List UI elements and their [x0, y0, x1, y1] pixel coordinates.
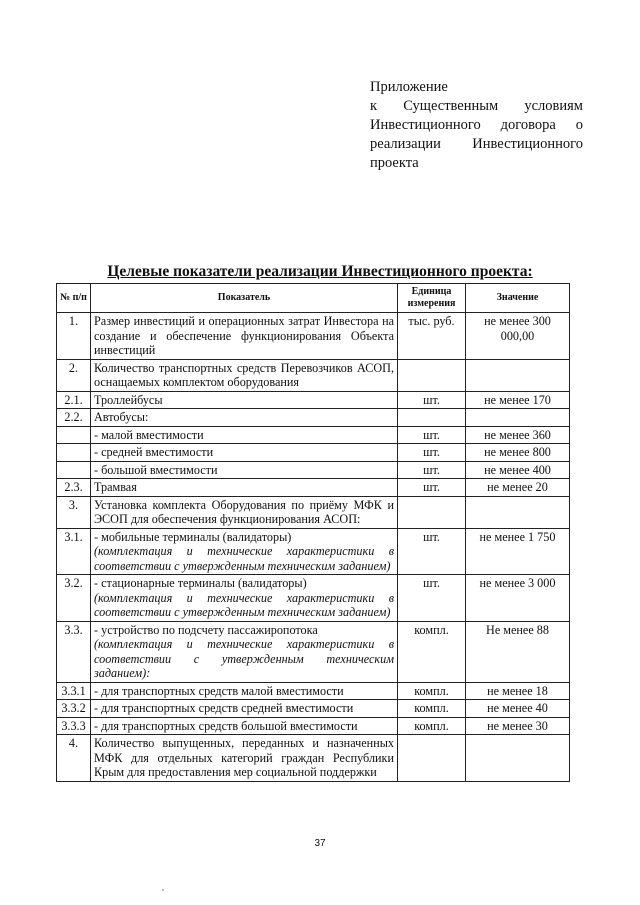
table-row [57, 409, 570, 427]
row-unit: компл. [398, 621, 466, 682]
table-row [57, 426, 570, 444]
table-row [57, 575, 570, 622]
row-indicator: Размер инвестиций и операционных затрат Инвестора на создание и обеспечение функционирования Объекта инвестиций [91, 313, 398, 360]
row-value: не менее 40 [466, 700, 570, 718]
row-num: 2.2. [57, 409, 91, 427]
row-num: 3.1. [57, 528, 91, 575]
table-row [57, 444, 570, 462]
row-unit: шт. [398, 461, 466, 479]
row-num [57, 461, 91, 479]
row-num: 4. [57, 735, 91, 782]
row-value: Не менее 88 [466, 621, 570, 682]
row-unit: компл. [398, 717, 466, 735]
row-note: (комплектация и технические характеристики в соответствии с утвержденным техническим заданием) [94, 590, 394, 619]
row-value [466, 409, 570, 427]
row-indicator: - устройство по подсчету пассажиропотока [94, 622, 318, 637]
table-row [57, 313, 570, 360]
table-row [57, 700, 570, 718]
table-row [57, 717, 570, 735]
row-value: не менее 30 [466, 717, 570, 735]
table-row [57, 682, 570, 700]
annex-line: Приложение [370, 79, 448, 95]
row-num: 3.2. [57, 575, 91, 622]
row-value: не менее 3 000 [466, 575, 570, 622]
scan-speck [162, 889, 164, 891]
row-indicator: - средней вместимости [91, 444, 398, 462]
row-unit: шт. [398, 444, 466, 462]
page-number: 37 [314, 838, 326, 849]
row-num: 3. [57, 496, 91, 528]
row-unit: шт. [398, 391, 466, 409]
row-value [466, 359, 570, 391]
row-unit [398, 409, 466, 427]
row-num [57, 426, 91, 444]
annex-line: к Существенным условиям [370, 98, 583, 114]
header-num: № п/п [57, 284, 91, 313]
row-unit [398, 735, 466, 782]
annex-line: Инвестиционного договора о [370, 117, 583, 133]
row-indicator: Автобусы: [91, 409, 398, 427]
row-indicator: - малой вместимости [91, 426, 398, 444]
row-value: не менее 400 [466, 461, 570, 479]
row-indicator: - для транспортных средств средней вместимости [91, 700, 398, 718]
row-unit: компл. [398, 682, 466, 700]
row-unit: тыс. руб. [398, 313, 466, 360]
header-indicator: Показатель [91, 284, 398, 313]
row-value [466, 496, 570, 528]
row-indicator: - для транспортных средств большой вместимости [91, 717, 398, 735]
row-indicator: Троллейбусы [91, 391, 398, 409]
row-unit [398, 359, 466, 391]
row-unit: шт. [398, 528, 466, 575]
row-unit [398, 496, 466, 528]
row-value: не менее 300 000,00 [466, 313, 570, 360]
row-indicator: - для транспортных средств малой вместимости [91, 682, 398, 700]
row-num: 3.3. [57, 621, 91, 682]
row-indicator-cell [91, 621, 398, 682]
table-row [57, 359, 570, 391]
row-unit: компл. [398, 700, 466, 718]
row-unit: шт. [398, 479, 466, 497]
table-row [57, 621, 570, 682]
row-value: не менее 20 [466, 479, 570, 497]
row-unit: шт. [398, 575, 466, 622]
document-title: Целевые показатели реализации Инвестиционного проекта: [107, 263, 533, 280]
row-num: 2. [57, 359, 91, 391]
row-note: (комплектация и технические характеристики в соответствии с утвержденным техническим заданием) [94, 544, 394, 573]
row-indicator-cell [91, 528, 398, 575]
row-indicator: - мобильные терминалы (валидаторы) [94, 529, 292, 544]
row-indicator: - стационарные терминалы (валидаторы) [94, 576, 307, 590]
row-value: не менее 170 [466, 391, 570, 409]
row-indicator: Количество транспортных средств Перевозчиков АСОП, оснащаемых комплектом оборудования [91, 359, 398, 391]
row-value: не менее 360 [466, 426, 570, 444]
table-row [57, 735, 570, 782]
table-row [57, 391, 570, 409]
row-value [466, 735, 570, 782]
row-value: не менее 18 [466, 682, 570, 700]
header-unit: Единица измерения [398, 284, 466, 313]
annex-header [370, 78, 583, 173]
row-note: (комплектация и технические характеристики в соответствии с утвержденным техническим заданием): [94, 637, 394, 680]
indicators-table [56, 283, 570, 782]
header-value: Значение [466, 284, 570, 313]
row-value: не менее 1 750 [466, 528, 570, 575]
table-header-row [57, 284, 570, 313]
row-num: 3.3.2 [57, 700, 91, 718]
row-unit: шт. [398, 426, 466, 444]
table-row [57, 528, 570, 575]
row-num: 1. [57, 313, 91, 360]
row-indicator: Установка комплекта Оборудования по приёму МФК и ЭСОП для обеспечения функционирования АСОП: [91, 496, 398, 528]
table-row [57, 461, 570, 479]
row-value: не менее 800 [466, 444, 570, 462]
row-num: 2.1. [57, 391, 91, 409]
row-num: 2.3. [57, 479, 91, 497]
row-indicator: - большой вместимости [91, 461, 398, 479]
row-indicator-cell [91, 575, 398, 622]
table-row [57, 496, 570, 528]
annex-line: проекта [370, 155, 419, 171]
row-num: 3.3.1 [57, 682, 91, 700]
row-indicator: Трамвая [91, 479, 398, 497]
annex-line: реализации Инвестиционного [370, 136, 583, 152]
row-num: 3.3.3 [57, 717, 91, 735]
row-indicator: Количество выпущенных, переданных и назначенных МФК для отдельных категорий граждан Республики Крым для предоставления мер социальной поддержки [91, 735, 398, 782]
table-row [57, 479, 570, 497]
row-num [57, 444, 91, 462]
